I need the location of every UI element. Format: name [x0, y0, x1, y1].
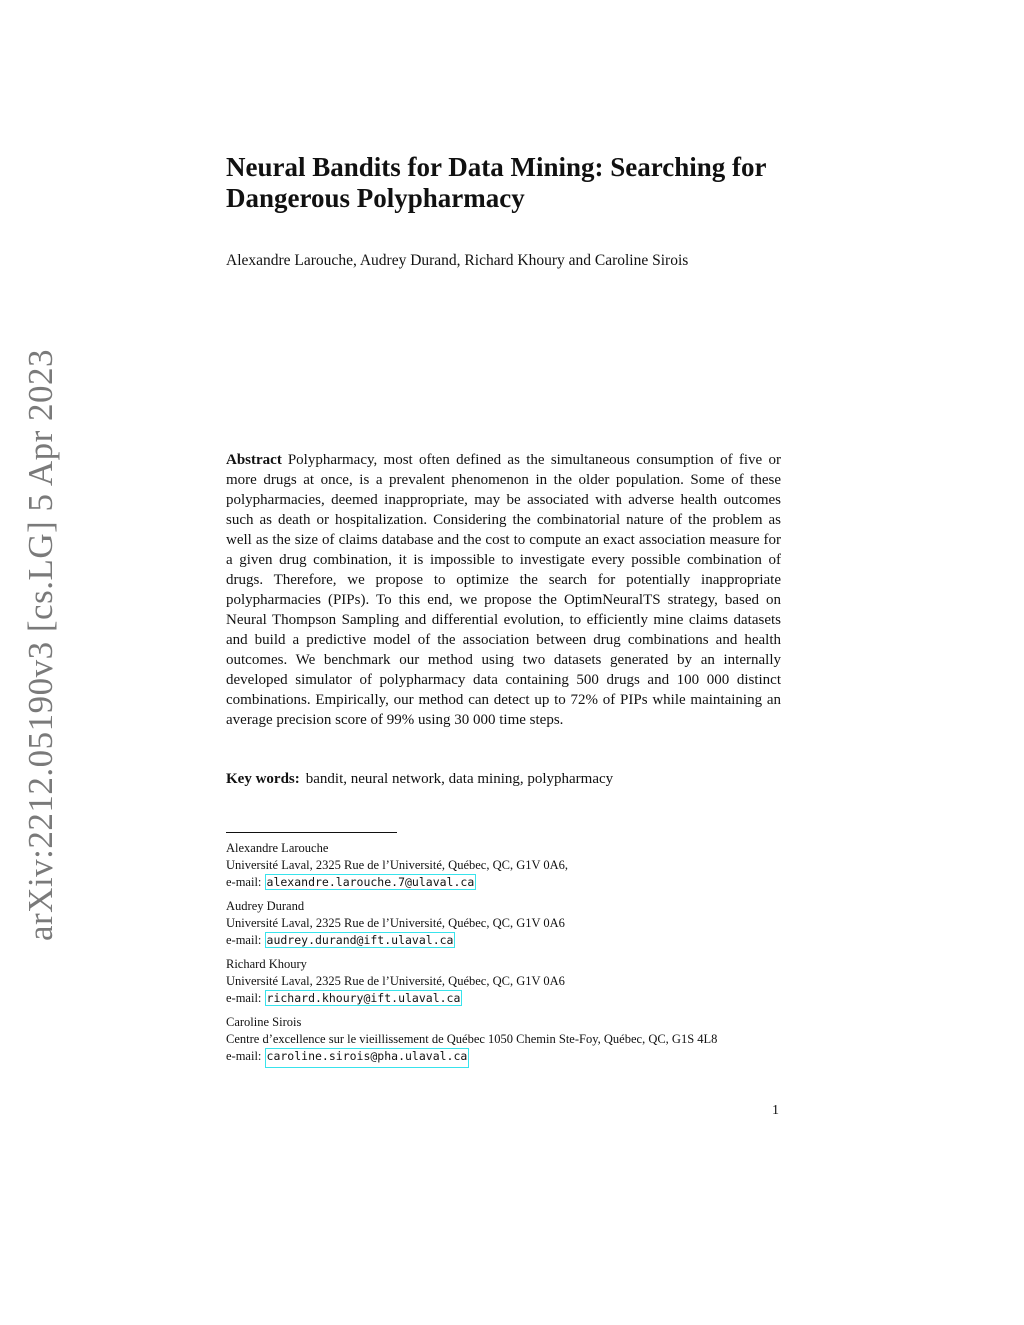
- email-link[interactable]: audrey.durand@ift.ulaval.ca: [266, 933, 454, 947]
- affiliation-block: [226, 840, 786, 891]
- author-list: Alexandre Larouche, Audrey Durand, Richard Khoury and Caroline Sirois: [226, 252, 689, 269]
- email-label: e-mail:: [226, 933, 262, 947]
- paper-title: Neural Bandits for Data Mining: Searching for Dangerous Polypharmacy: [226, 152, 767, 213]
- affiliation-block: [226, 898, 786, 949]
- affiliation-block: [226, 1014, 786, 1065]
- email-label: e-mail:: [226, 991, 262, 1005]
- affiliation-address: Université Laval, 2325 Rue de l’Université, Québec, QC, G1V 0A6: [226, 916, 565, 930]
- arxiv-identifier-stamp: arXiv:2212.05190v3 [cs.LG] 5 Apr 2023: [21, 348, 60, 942]
- email-label: e-mail:: [226, 875, 262, 889]
- abstract-label: Abstract: [226, 452, 282, 468]
- email-link[interactable]: alexandre.larouche.7@ulaval.ca: [266, 875, 475, 889]
- affiliation-name: Audrey Durand: [226, 899, 305, 913]
- affiliation-email-line: [226, 874, 786, 891]
- affiliation-email-line: [226, 1048, 786, 1065]
- affiliation-email-line: [226, 990, 786, 1007]
- affiliation-address: Université Laval, 2325 Rue de l’Université, Québec, QC, G1V 0A6,: [226, 858, 569, 872]
- abstract-text: Polypharmacy, most often defined as the simultaneous consumption of five or more drugs at once, is a prevalent phenomenon in the older population. Some of these polypharmacies, deemed inappropriate, may be associated with adverse health outcomes such as death or hospitalization. Considering the combinatorial nature of the problem as well as the size of claims database and the cost to compute an exact association measure for a given drug combination, it is impossible to investigate every possible combination of drugs. Therefore, we propose to optimize the search for potentially inappropriate polypharmacies (PIPs). To this end, we propose the OptimNeuralTS strategy, based on Neural Thompson Sampling and differential evolution, to efficiently mine claims datasets and build a predictive model of the association between drug combinations and health outcomes. We benchmark our method using two datasets generated by an internally developed simulator of polypharmacy data containing 500 drugs and 100 000 distinct combinations. Empirically, our method can detect up to 72% of PIPs while maintaining an average precision score of 99% using 30 000 time steps.: [226, 452, 781, 728]
- email-link[interactable]: richard.khoury@ift.ulaval.ca: [266, 991, 461, 1005]
- affiliation-name: Richard Khoury: [226, 957, 307, 971]
- footnote-divider: [226, 832, 397, 833]
- affiliation-name: Caroline Sirois: [226, 1015, 302, 1029]
- affiliation-block: [226, 956, 786, 1007]
- affiliation-address: Université Laval, 2325 Rue de l’Université, Québec, QC, G1V 0A6: [226, 974, 565, 988]
- keywords-text: bandit, neural network, data mining, polypharmacy: [305, 771, 614, 787]
- affiliation-name: Alexandre Larouche: [226, 841, 329, 855]
- affiliation-address: Centre d’excellence sur le vieillissement de Québec 1050 Chemin Ste-Foy, Québec, QC, G1S 4L8: [226, 1032, 718, 1046]
- keywords-label: Key words:: [226, 771, 300, 787]
- page-number: 1: [772, 1103, 779, 1118]
- email-link[interactable]: caroline.sirois@pha.ulaval.ca: [265, 1048, 470, 1068]
- affiliation-email-line: [226, 932, 786, 949]
- author-affiliations: [226, 840, 786, 1072]
- abstract: [226, 450, 781, 730]
- keywords: [226, 771, 613, 788]
- email-label: e-mail:: [226, 1049, 262, 1063]
